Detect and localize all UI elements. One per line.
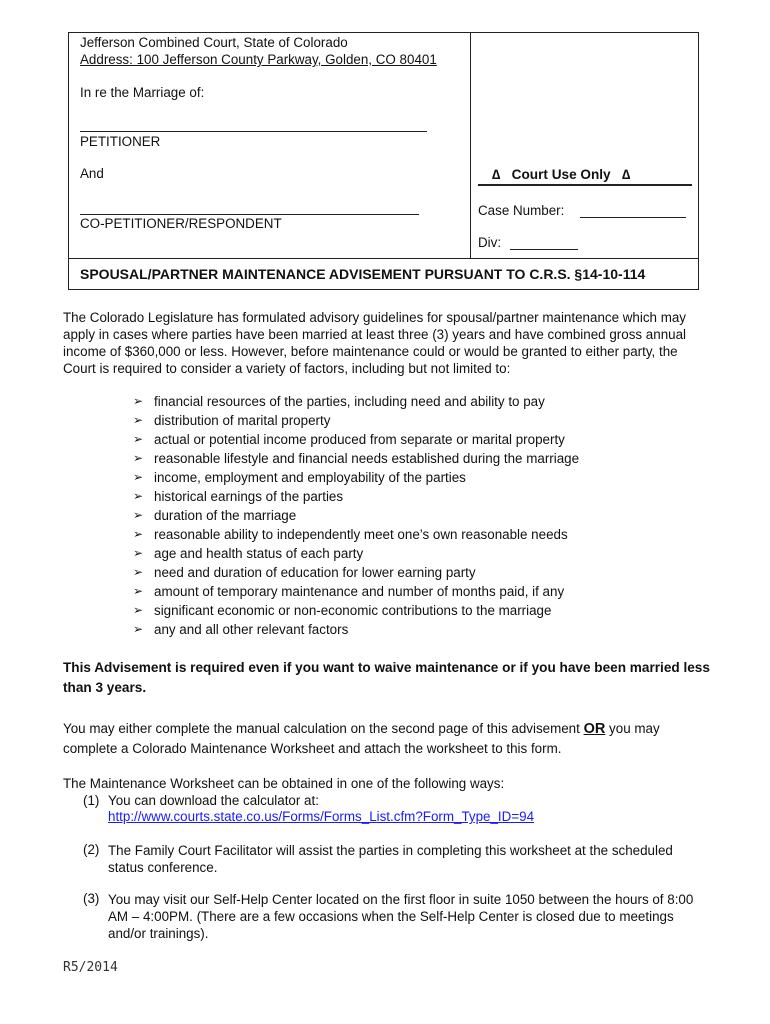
factor-text: reasonable lifestyle and financial needs established during the marriage xyxy=(154,451,580,466)
court-address: Address: 100 Jefferson County Parkway, Golden, CO 80401 xyxy=(80,52,437,67)
arrow-bullet-icon: ➢ xyxy=(133,622,144,636)
factor-text: need and duration of education for lower earning party xyxy=(154,565,476,580)
triangle-icon: ∆ xyxy=(492,167,501,182)
arrow-bullet-icon: ➢ xyxy=(133,527,144,541)
caption-box xyxy=(68,32,699,290)
div-label: Div: xyxy=(478,235,502,250)
factor-text: financial resources of the parties, including need and ability to pay xyxy=(154,394,545,409)
court-use-only-heading xyxy=(492,167,630,182)
or-emphasis: OR xyxy=(583,721,606,737)
arrow-bullet-icon: ➢ xyxy=(133,470,144,484)
co-petitioner-label: CO-PETITIONER/RESPONDENT xyxy=(80,216,282,231)
petitioner-label: PETITIONER xyxy=(80,134,161,149)
caption-party-section xyxy=(69,33,471,258)
options-paragraph xyxy=(63,719,713,758)
factor-text: duration of the marriage xyxy=(154,508,297,523)
way-1-text: You can download the calculator at: xyxy=(108,793,319,808)
factor-text: income, employment and employability of the parties xyxy=(154,470,466,485)
form-title: SPOUSAL/PARTNER MAINTENANCE ADVISEMENT PURSUANT TO C.R.S. §14-10-114 xyxy=(69,258,698,289)
arrow-bullet-icon: ➢ xyxy=(133,432,144,446)
arrow-bullet-icon: ➢ xyxy=(133,451,144,465)
arrow-bullet-icon: ➢ xyxy=(133,603,144,617)
in-re-label: In re the Marriage of: xyxy=(80,85,205,100)
arrow-bullet-icon: ➢ xyxy=(133,565,144,579)
worksheet-intro: The Maintenance Worksheet can be obtained in one of the following ways: xyxy=(63,776,505,791)
factor-text: any and all other relevant factors xyxy=(154,622,349,637)
factor-text: amount of temporary maintenance and number of months paid, if any xyxy=(154,584,565,599)
revision-footer: R5/2014 xyxy=(63,960,118,975)
way-1-number: (1) xyxy=(83,793,100,808)
factor-text: age and health status of each party xyxy=(154,546,364,561)
arrow-bullet-icon: ➢ xyxy=(133,489,144,503)
case-number-field[interactable] xyxy=(580,217,686,218)
co-petitioner-name-line[interactable] xyxy=(80,214,419,215)
factor-item xyxy=(133,392,579,411)
factor-text: distribution of marital property xyxy=(154,413,331,428)
factor-item xyxy=(133,411,579,430)
factor-item xyxy=(133,487,579,506)
arrow-bullet-icon: ➢ xyxy=(133,508,144,522)
case-number-label: Case Number: xyxy=(478,203,565,218)
factor-item xyxy=(133,430,579,449)
court-use-divider xyxy=(478,184,692,186)
factor-item xyxy=(133,544,579,563)
factor-item xyxy=(133,601,579,620)
way-2-number: (2) xyxy=(83,842,100,857)
factor-item xyxy=(133,468,579,487)
advisement-required-notice: This Advisement is required even if you want to waive maintenance or if you have been married less than 3 years. xyxy=(63,660,710,695)
factor-item xyxy=(133,449,579,468)
arrow-bullet-icon: ➢ xyxy=(133,546,144,560)
intro-paragraph: The Colorado Legislature has formulated advisory guidelines for spousal/partner maintenance which may apply in cases where parties have been married at least three (3) years and have combined gross annual income of $360,000 or less. However, before maintenance could or would be granted to either party, the Court is required to consider a variety of factors, including but not limited to: xyxy=(63,310,687,376)
court-use-only-label: Court Use Only xyxy=(511,167,611,182)
way-2-text: The Family Court Facilitator will assist the parties in completing this worksheet at the scheduled status conference. xyxy=(108,843,673,875)
and-label: And xyxy=(80,166,104,181)
arrow-bullet-icon: ➢ xyxy=(133,584,144,598)
div-field[interactable] xyxy=(510,249,578,250)
factor-item xyxy=(133,582,579,601)
petitioner-name-line[interactable] xyxy=(80,131,427,132)
calculator-download-link[interactable]: http://www.courts.state.co.us/Forms/Forms_List.cfm?Form_Type_ID=94 xyxy=(108,809,535,824)
factor-text: actual or potential income produced from separate or marital property xyxy=(154,432,565,447)
options-text-after: you may complete a Colorado Maintenance Worksheet and attach the worksheet to this form. xyxy=(63,721,660,756)
caption-court-use-section xyxy=(470,33,698,258)
factor-item xyxy=(133,620,579,639)
factor-item xyxy=(133,506,579,525)
options-text-before: You may either complete the manual calculation on the second page of this advisement xyxy=(63,721,584,736)
triangle-icon: ∆ xyxy=(621,167,631,182)
factor-text: historical earnings of the parties xyxy=(154,489,344,504)
way-3-number: (3) xyxy=(83,891,100,906)
way-3-text: You may visit our Self-Help Center located on the first floor in suite 1050 between the hours of 8:00 AM – 4:00PM. (There are a few occasions when the Self-Help Center is closed due to meetings and/or trainings). xyxy=(108,892,694,941)
factor-text: significant economic or non-economic contributions to the marriage xyxy=(154,603,552,618)
factor-item xyxy=(133,525,579,544)
arrow-bullet-icon: ➢ xyxy=(133,394,144,408)
factors-list xyxy=(133,392,579,639)
arrow-bullet-icon: ➢ xyxy=(133,413,144,427)
factor-text: reasonable ability to independently meet one’s own reasonable needs xyxy=(154,527,568,542)
court-name: Jefferson Combined Court, State of Colorado xyxy=(80,35,348,50)
factor-item xyxy=(133,563,579,582)
